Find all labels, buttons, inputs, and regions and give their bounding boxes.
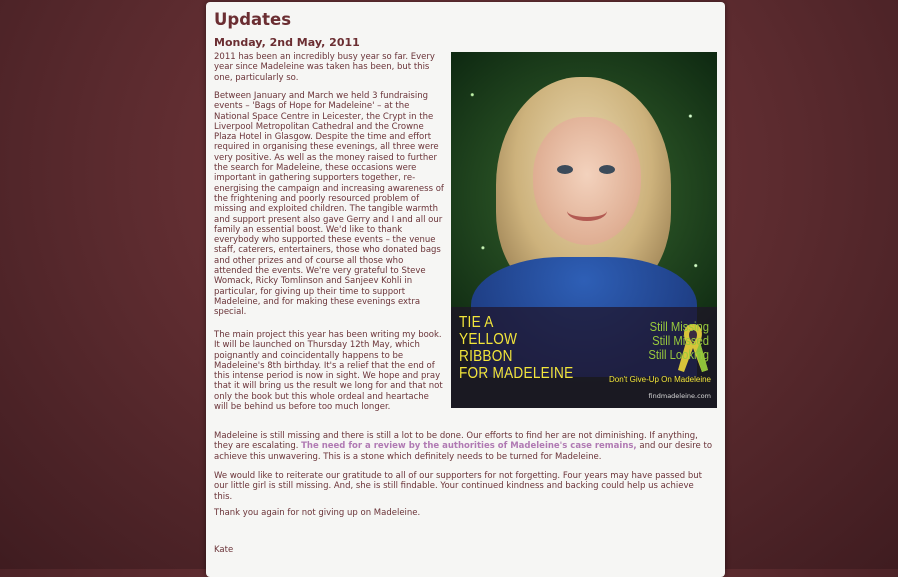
poster-face-shape	[533, 117, 641, 245]
poster-tie-ribbon-text: TIE A YELLOW RIBBON FOR MADELEINE	[459, 314, 574, 382]
poster-dont-give-up-text: Don't Give-Up On Madeleine	[608, 375, 711, 384]
text-after-link: and our desire to achieve this unwavering. This is a stone which definitely needs to be turned for Madeleine.	[214, 441, 713, 462]
case-review-link[interactable]: The need for a review by the authorities of Madeleine's case remains,	[301, 441, 637, 452]
post-date: Monday, 2nd May, 2011	[214, 36, 360, 49]
paragraph-still-missing	[214, 431, 714, 462]
paragraph-gratitude: We would like to reiterate our gratitude to all of our supporters for not forgetting. Four years may have passed but our little girl is still missing. And, she is still findable. Your continued kindness and backing could help us achieve this.	[214, 471, 702, 502]
signature: Kate	[214, 545, 234, 555]
poster-left-eye	[557, 165, 573, 174]
page-title: Updates	[214, 10, 292, 29]
poster-still-missing-text: Still Missing Still Missed Still Looking	[648, 320, 709, 362]
poster-smile	[567, 201, 607, 221]
paragraph-intro: 2011 has been an incredibly busy year so far. Every year since Madeleine was taken has been, but this one, particularly so.	[214, 52, 435, 83]
poster-site-url: findmadeleine.com	[648, 392, 711, 400]
text-before-link: Madeleine is still missing and there is still a lot to be done. Our efforts to find her are not diminishing. If anything, they are escalating.	[214, 431, 698, 452]
poster-right-eye	[599, 165, 615, 174]
madeleine-poster-image	[451, 52, 717, 408]
paragraph-book: The main project this year has been writing my book. It will be launched on Thursday 12th May, which poignantly and coincidentally happens to be Madeleine's 8th birthday. It's a relief that the end of this intense period is now in sight. We hope and pray that it will bring us the result we long for and that not only the book but this whole ordeal and heartache will be behind us before too much longer.	[214, 330, 443, 413]
update-panel	[206, 2, 725, 577]
paragraph-fundraising: Between January and March we held 3 fundraising events – 'Bags of Hope for Madeleine' – at the National Space Centre in Leicester, the Crypt in the Liverpool Metropolitan Cathedral and the Crowne Plaza Hotel in Glasgow. Despite the time and effort required in organising these evenings, all three were very positive. As well as the money raised to further the search for Madeleine, these occasions were important in gathering supporters together, re-energising the campaign and increasing awareness of the frightening and poorly resourced problem of missing and exploited children. The tangible warmth and support present also gave Gerry and I and all our family an essential boost. We'd like to thank everybody who supported these events – the venue staff, caterers, entertainers, those who donated bags and other prizes and of course all those who attended the events. We're very grateful to Steve Womack, Ricky Tomlinson and Sanjeev Kohli in particular, for giving up their time to support Madeleine, and for making these evenings extra special.	[214, 91, 444, 318]
paragraph-thanks: Thank you again for not giving up on Madeleine.	[214, 508, 421, 518]
